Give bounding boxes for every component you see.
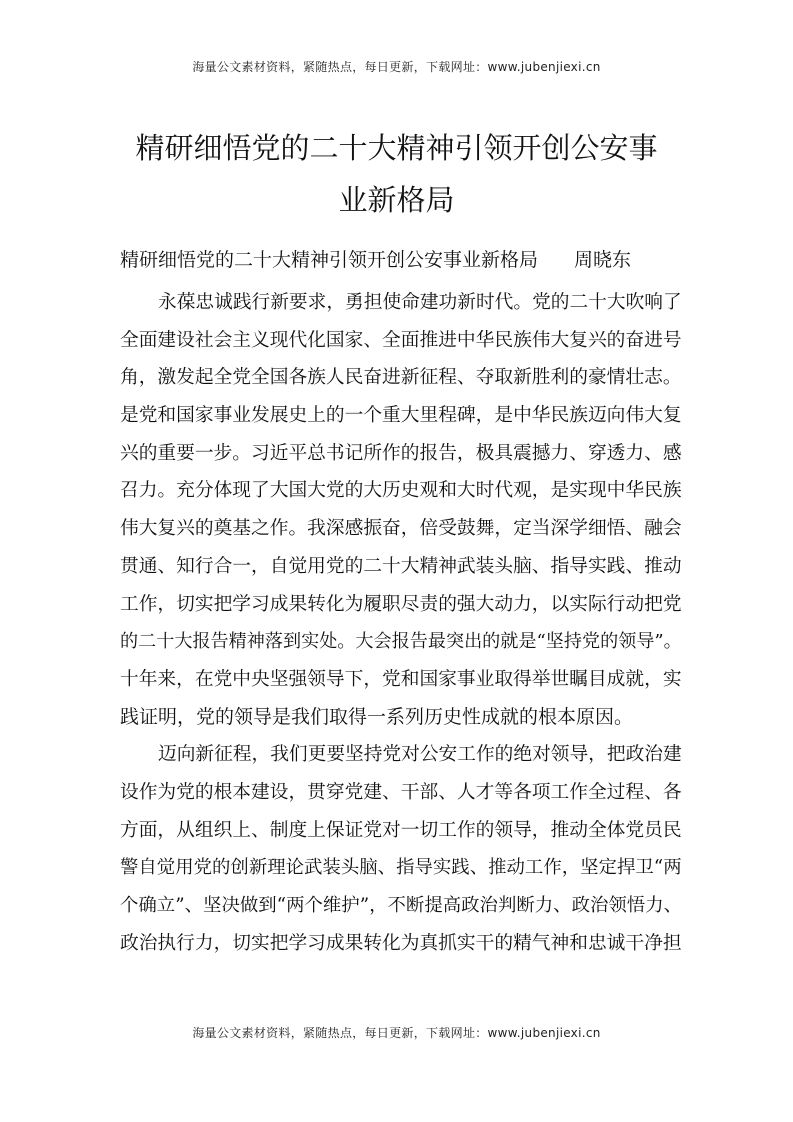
byline-subtitle: 精研细悟党的二十大精神引领开创公安事业新格局	[120, 249, 539, 271]
paragraph-1-line: 召力。充分体现了大国大党的大历史观和大时代观，是实现中华民族	[120, 480, 682, 502]
paragraph-2-line: 设作为党的根本建设，贯穿党建、干部、人才等各项工作全过程、各	[120, 781, 682, 803]
body-text	[120, 284, 682, 962]
paragraph-1-line: 贯通、知行合一，自觉用党的二十大精神武装头脑、指导实践、推动	[120, 555, 682, 577]
document-title	[100, 122, 693, 226]
paragraph-1-line: 伟大复兴的奠基之作。我深感振奋，倍受鼓舞，定当深学细悟、融会	[120, 518, 682, 540]
paragraph-1-line: 是党和国家事业发展史上的一个重大里程碑，是中华民族迈向伟大复	[120, 405, 682, 427]
paragraph-1-line: 工作，切实把学习成果转化为履职尽责的强大动力，以实际行动把党	[120, 593, 682, 615]
paragraph-1-line: 角，激发起全党全国各族人民奋进新征程、夺取新胜利的豪情壮志。	[120, 367, 682, 389]
paragraph-2-line: 方面，从组织上、制度上保证党对一切工作的领导，推动全体党员民	[120, 819, 682, 841]
paragraph-1-line: 的二十大报告精神落到实处。大会报告最突出的就是“坚持党的领导”。	[120, 631, 682, 653]
header-banner: 海量公文素材资料，紧随热点，每日更新，下载网址：www.jubenjiexi.cn	[192, 60, 601, 74]
paragraph-2-line: 迈向新征程，我们更要坚持党对公安工作的绝对领导，把政治建	[158, 744, 682, 766]
paragraph-1-line: 十年来，在党中央坚强领导下，党和国家事业取得举世瞩目成就，实	[120, 668, 682, 690]
paragraph-1-line: 践证明，党的领导是我们取得一系列历史性成就的根本原因。	[120, 705, 634, 728]
byline	[120, 247, 631, 273]
paragraph-1-line: 永葆忠诚践行新要求，勇担使命建功新时代。党的二十大吹响了	[158, 292, 682, 313]
byline-author: 周晓东	[574, 249, 632, 271]
paragraph-2-line: 个确立”、坚决做到“两个维护”，不断提高政治判断力、政治领悟力、	[120, 895, 683, 916]
title-line-1: 精研细悟党的二十大精神引领开创公安事	[135, 131, 658, 165]
paragraph-2-line: 政治执行力，切实把学习成果转化为真抓实干的精气神和忠诚干净担	[120, 932, 682, 954]
paragraph-2-line: 警自觉用党的创新理论武装头脑、指导实践、推动工作，坚定捍卫“两	[120, 857, 682, 879]
footer-banner: 海量公文素材资料，紧随热点，每日更新，下载网址：www.jubenjiexi.cn	[192, 1026, 601, 1040]
paragraph-1-line: 全面建设社会主义现代化国家、全面推进中华民族伟大复兴的奋进号	[120, 329, 682, 351]
title-line-2: 业新格局	[338, 183, 455, 217]
paragraph-1-line: 兴的重要一步。习近平总书记所作的报告，极具震撼力、穿透力、感	[120, 442, 682, 464]
